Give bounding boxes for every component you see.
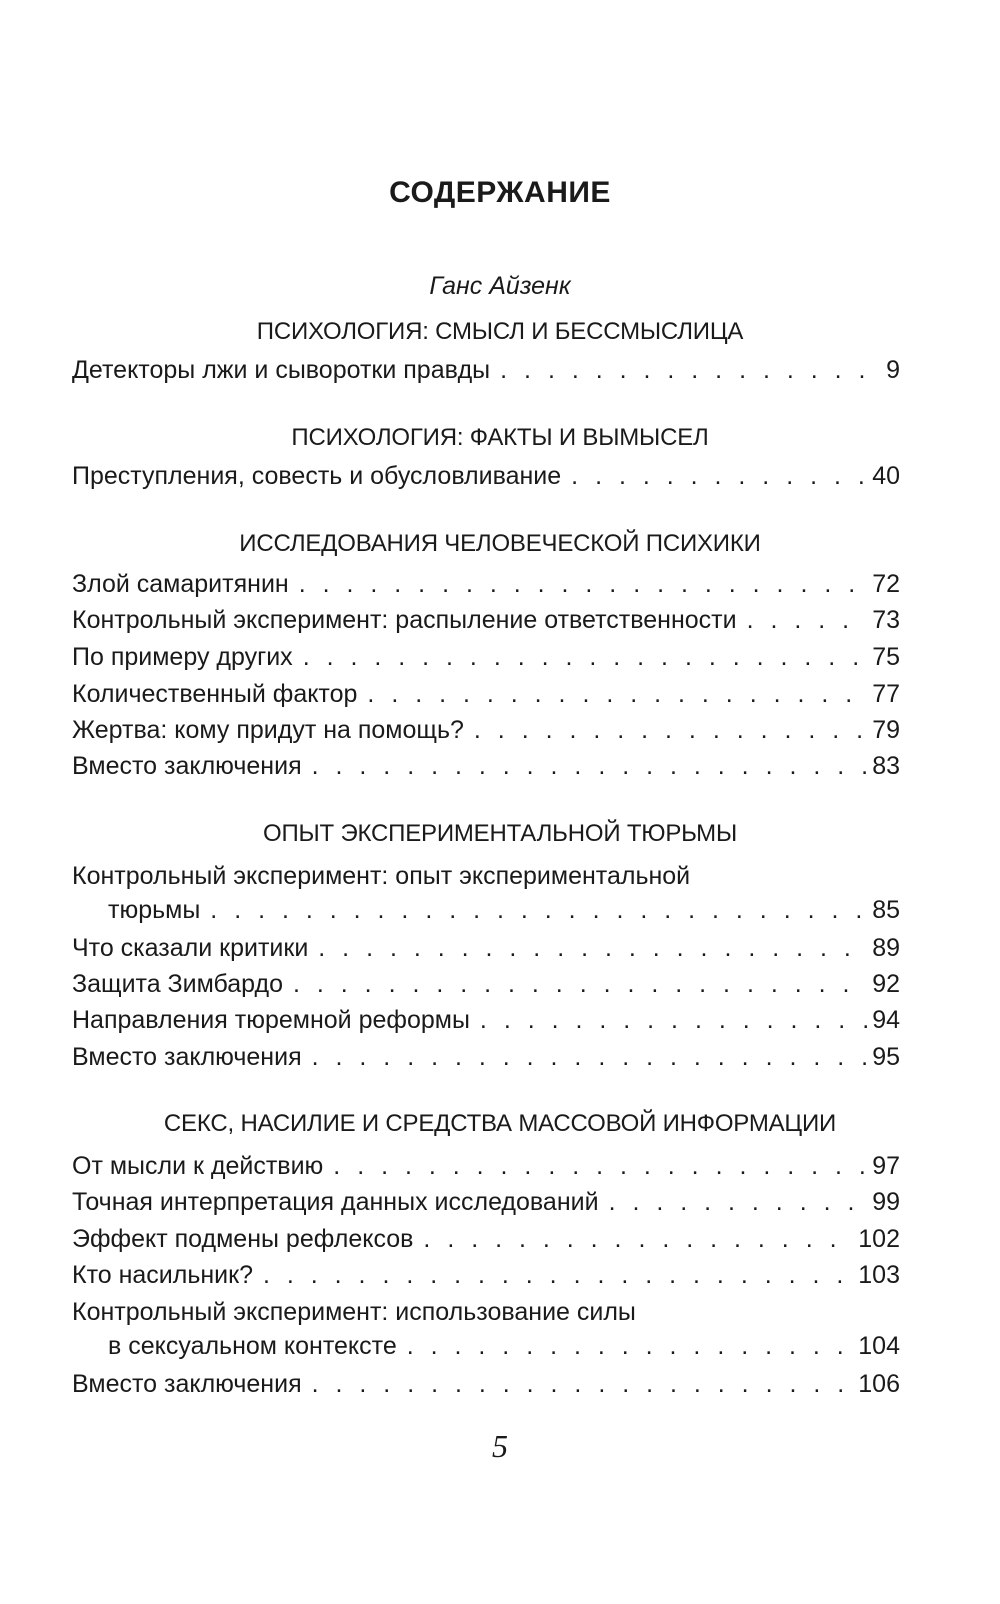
toc-entry-page: 95 xyxy=(872,1043,900,1071)
toc-entry-page: 75 xyxy=(872,643,900,671)
toc-entry-page: 94 xyxy=(872,1006,900,1034)
toc-entry-page: 79 xyxy=(872,716,900,744)
toc-entry-label: Вместо заключения xyxy=(72,1370,302,1398)
leader-dots xyxy=(263,1261,854,1290)
author-name: Ганс Айзенк xyxy=(429,272,571,300)
toc-entry-label: в сексуальном контексте xyxy=(108,1332,397,1360)
leader-dots xyxy=(293,970,868,999)
toc-entry-label: Злой самаритянин xyxy=(72,570,289,598)
toc-entry-page: 77 xyxy=(872,680,900,708)
toc-entry-page: 92 xyxy=(872,970,900,998)
toc-entry xyxy=(72,606,900,640)
toc-entry-label: Вместо заключения xyxy=(72,752,302,780)
toc-entry-label: тюрьмы xyxy=(108,896,201,924)
section-heading: ПСИХОЛОГИЯ: ФАКТЫ И ВЫМЫСЕЛ xyxy=(291,424,709,451)
leader-dots xyxy=(747,606,869,635)
toc-entry-label: Эффект подмены рефлексов xyxy=(72,1225,414,1253)
leader-dots xyxy=(333,1152,868,1181)
page-title: СОДЕРЖАНИЕ xyxy=(389,176,611,209)
leader-dots xyxy=(571,462,868,491)
toc-entry-page: 85 xyxy=(872,896,900,924)
toc-entry-label: По примеру других xyxy=(72,643,293,671)
section-heading: СЕКС, НАСИЛИЕ И СРЕДСТВА МАССОВОЙ ИНФОРМАЦИИ xyxy=(163,1110,837,1137)
leader-dots xyxy=(423,1225,854,1254)
toc-entry-page: 104 xyxy=(858,1332,900,1360)
toc-entry xyxy=(72,570,900,604)
toc-entry xyxy=(72,643,900,677)
section-heading: ПСИХОЛОГИЯ: СМЫСЛ И БЕССМЫСЛИЦА xyxy=(256,318,744,345)
toc-entry xyxy=(72,896,900,930)
toc-entry xyxy=(72,1370,900,1404)
leader-dots xyxy=(318,934,868,963)
toc-entry-label: Жертва: кому придут на помощь? xyxy=(72,716,464,744)
toc-entry-label: Точная интерпретация данных исследований xyxy=(72,1188,599,1216)
section-heading: ИССЛЕДОВАНИЯ ЧЕЛОВЕЧЕСКОЙ ПСИХИКИ xyxy=(239,530,761,557)
toc-entry-page: 89 xyxy=(872,934,900,962)
toc-entry-page: 83 xyxy=(872,752,900,780)
leader-dots xyxy=(303,643,869,672)
toc-entry xyxy=(72,1188,900,1222)
toc-entry-label: Преступления, совесть и обусловливание xyxy=(72,462,562,490)
toc-entry-label: Количественный фактор xyxy=(72,680,358,708)
toc-entry xyxy=(72,1152,900,1186)
leader-dots xyxy=(312,752,869,781)
toc-entry-page: 72 xyxy=(872,570,900,598)
leader-dots xyxy=(480,1006,868,1035)
toc-entry-label-line1: Контрольный эксперимент: использование силы xyxy=(72,1298,636,1326)
toc-entry xyxy=(72,462,900,496)
toc-entry xyxy=(72,752,900,786)
toc-entry-label: Кто насильник? xyxy=(72,1261,253,1289)
toc-entry-label: От мысли к действию xyxy=(72,1152,324,1180)
toc-entry-page: 9 xyxy=(886,356,900,384)
toc-entry xyxy=(72,1261,900,1295)
toc-entry xyxy=(72,934,900,968)
section-heading: ОПЫТ ЭКСПЕРИМЕНТАЛЬНОЙ ТЮРЬМЫ xyxy=(262,820,738,847)
leader-dots xyxy=(312,1370,855,1399)
toc-entry xyxy=(72,680,900,714)
toc-entry-label: Что сказали критики xyxy=(72,934,309,962)
toc-entry-page: 40 xyxy=(872,462,900,490)
toc-entry-label: Направления тюремной реформы xyxy=(72,1006,470,1034)
leader-dots xyxy=(299,570,868,599)
leader-dots xyxy=(474,716,868,745)
toc-entry-page: 97 xyxy=(872,1152,900,1180)
toc-entry-page: 102 xyxy=(858,1225,900,1253)
toc-entry xyxy=(72,1332,900,1366)
leader-dots xyxy=(210,896,868,925)
toc-entry-label: Детекторы лжи и сыворотки правды xyxy=(72,356,491,384)
toc-entry xyxy=(72,1225,900,1259)
toc-entry-page: 103 xyxy=(858,1261,900,1289)
toc-entry xyxy=(72,1006,900,1040)
toc-entry xyxy=(72,970,900,1004)
toc-entry xyxy=(72,716,900,750)
leader-dots xyxy=(312,1043,869,1072)
toc-entry-page: 99 xyxy=(872,1188,900,1216)
toc-entry xyxy=(72,1043,900,1077)
leader-dots xyxy=(500,356,882,385)
leader-dots xyxy=(407,1332,855,1361)
toc-entry-label: Вместо заключения xyxy=(72,1043,302,1071)
toc-entry-page: 73 xyxy=(872,606,900,634)
toc-entry-page: 106 xyxy=(858,1370,900,1398)
leader-dots xyxy=(609,1188,869,1217)
toc-entry-label: Защита Зимбардо xyxy=(72,970,283,998)
page-number: 5 xyxy=(492,1428,508,1464)
toc-entry xyxy=(72,356,900,390)
leader-dots xyxy=(367,680,868,709)
toc-entry-label-line1: Контрольный эксперимент: опыт экспериментальной xyxy=(72,862,691,890)
toc-entry-label: Контрольный эксперимент: распыление ответственности xyxy=(72,606,737,634)
